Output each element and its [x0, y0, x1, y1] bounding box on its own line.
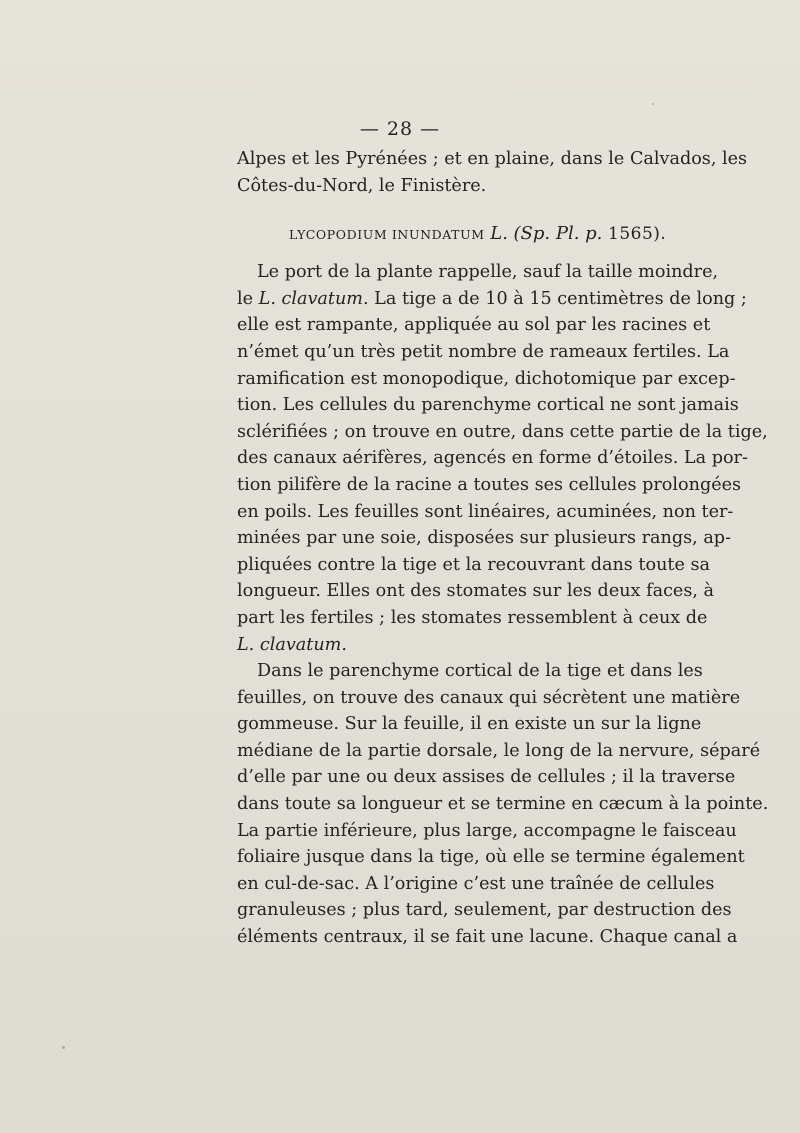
text-segment: . La tige a de 10 à 15 centimètres de long ; [363, 288, 747, 309]
text-line [237, 578, 715, 605]
species-heading [237, 217, 669, 251]
text-line: Dans le parenchyme cortical de la tige et dans les [257, 661, 703, 682]
text-line [237, 366, 736, 393]
text-segment: part les fertiles ; les stomates ressemblent à ceux de [237, 607, 708, 628]
text-line [237, 339, 730, 366]
text-segment: . [341, 634, 347, 655]
species-reference: (Sp. Pl. p. [513, 223, 603, 245]
text-segment: tion. Les cellules du parenchyme cortical ne sont jamais [237, 395, 739, 416]
text-line: La partie inférieure, plus large, accompagne le faisceau [237, 820, 737, 841]
text-line [237, 392, 739, 419]
species-name-italic: L. clavatum [237, 634, 342, 655]
text-line [237, 605, 708, 632]
paragraph-2 [237, 658, 769, 951]
page-number: — 28 — [359, 118, 441, 140]
text-segment: ramification est monopodique, dichotomique par excep- [237, 368, 736, 389]
text-line [237, 259, 719, 286]
text-segment: elle est rampante, appliquée au sol par les racines et [237, 315, 711, 336]
body-text [237, 146, 769, 951]
text-segment: des canaux aérifères, agencés en forme d’étoiles. La por- [237, 448, 748, 469]
text-line: en cul-de-sac. A l’origine c’est une traînée de cellules [237, 873, 715, 894]
text-line: Côtes-du-Nord, le Finistère. [237, 175, 487, 196]
text-line [237, 525, 732, 552]
species-author: L. [490, 223, 508, 245]
text-line: médiane de la partie dorsale, le long de la nervure, séparé [237, 740, 761, 761]
text-segment: le [237, 288, 259, 309]
text-line [237, 499, 734, 526]
species-reference-number: 1565). [608, 224, 667, 245]
text-line [237, 312, 711, 339]
text-segment: minées par une soie, disposées sur plusieurs rangs, ap- [237, 528, 732, 549]
text-line: granuleuses ; plus tard, seulement, par destruction des [237, 900, 732, 921]
text-segment: Le port de la plante rappelle, sauf la taille moindre, [257, 262, 719, 283]
text-line: Alpes et les Pyrénées ; et en plaine, dans le Calvados, les [237, 149, 748, 169]
text-line: feuilles, on trouve des canaux qui sécrètent une matière [237, 687, 741, 708]
text-segment: longueur. Elles ont des stomates sur les deux faces, à [237, 581, 715, 602]
text-line: d’elle par une ou deux assises de cellules ; il la traverse [237, 767, 736, 788]
text-line: gommeuse. Sur la feuille, il en existe un sur la ligne [237, 714, 702, 735]
text-line [237, 552, 710, 579]
text-segment: n’émet qu’un très petit nombre de rameaux fertiles. La [237, 341, 730, 362]
text-segment: sclérifiées ; on trouve en outre, dans cette partie de la tige, [237, 421, 768, 442]
text-line [237, 445, 748, 472]
text-line: foliaire jusque dans la tige, où elle se termine également [237, 847, 745, 868]
text-segment: en poils. Les feuilles sont linéaires, acuminées, non ter- [237, 501, 734, 522]
text-segment: pliquées contre la tige et la recouvrant dans toute sa [237, 554, 710, 575]
species-name: LYCOPODIUM INUNDATUM [289, 227, 485, 243]
text-line: éléments centraux, il se fait une lacune. Chaque canal a [237, 927, 738, 948]
text-line [237, 632, 669, 659]
paper-speck [62, 1046, 65, 1049]
text-line [237, 286, 747, 313]
species-name-italic: L. clavatum [258, 288, 363, 309]
text-line: dans toute sa longueur et se termine en cæcum à la pointe. [237, 794, 769, 815]
paragraph-1 [237, 259, 768, 658]
paper-speck [652, 103, 654, 105]
text-line [237, 419, 768, 446]
text-segment: tion pilifère de la racine a toutes ses cellules prolongées [237, 474, 742, 495]
text-line [237, 472, 742, 499]
